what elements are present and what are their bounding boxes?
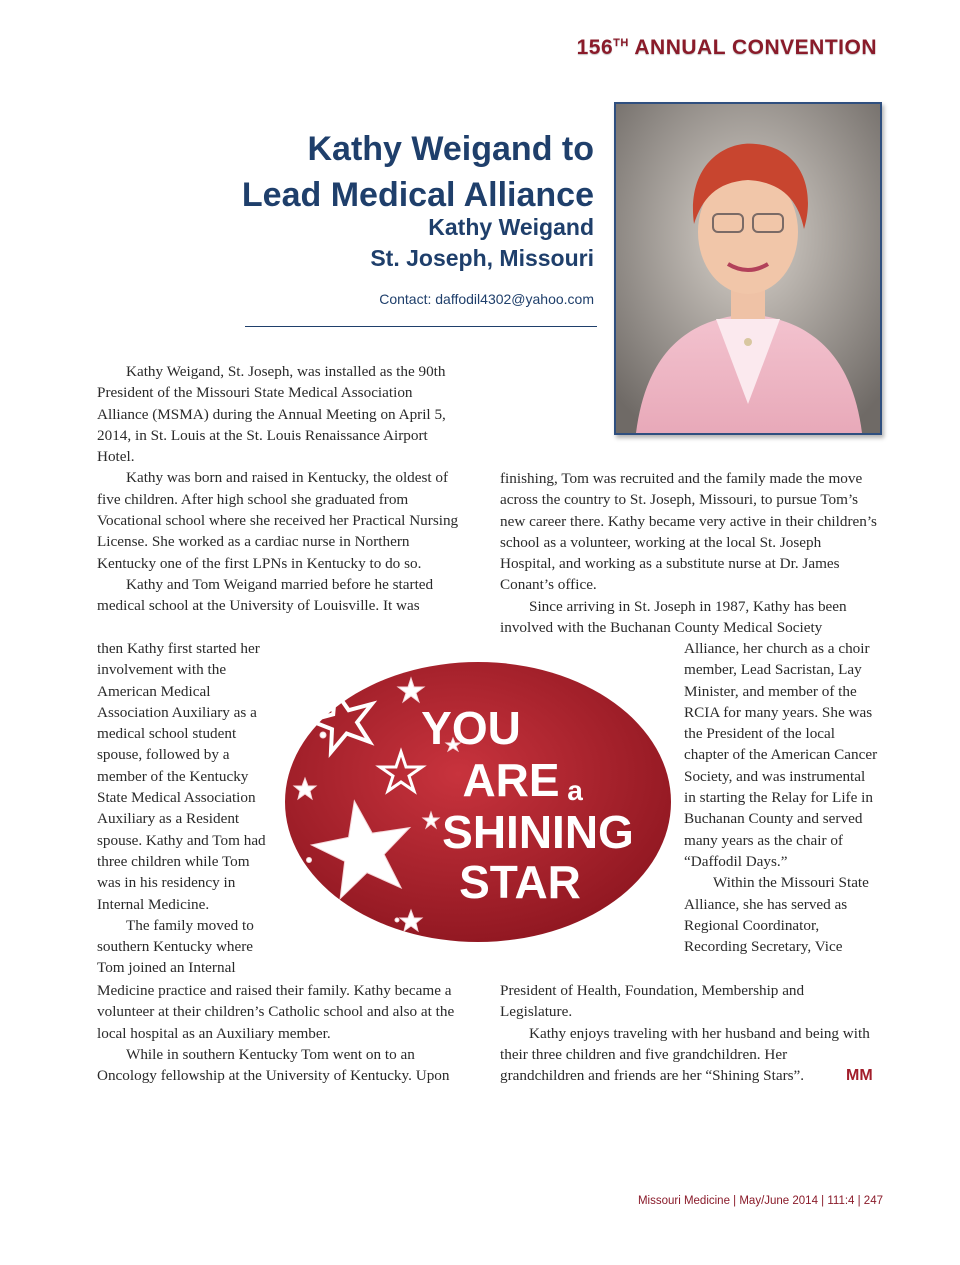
body-column-left-narrow (97, 638, 272, 979)
author-location: St. Joseph, Missouri (370, 245, 594, 271)
badge-text-line-2: ARE (462, 754, 560, 806)
author-photo (614, 102, 882, 435)
body-column-right-narrow (684, 638, 880, 957)
article-title (230, 126, 594, 218)
convention-header (577, 36, 877, 60)
badge-text-line-3: SHINING (442, 806, 634, 858)
body-column-left-bottom (97, 980, 467, 1086)
badge-text-line-4: STAR (459, 856, 581, 908)
badge-text-line-2-a: a (567, 775, 583, 806)
paragraph: Medicine practice and raised their family. Kathy became a volunteer at their children’s Catholic school and also at the local hospital as an Auxiliary member. (97, 982, 455, 1042)
page-footer: Missouri Medicine | May/June 2014 | 111:4 | 247 (637, 1195, 883, 1207)
paragraph: then Kathy first started her involvement with the American Medical Association Auxiliary as a medical school student spouse, followed by a member of the Kentucky State Medical Association Auxiliary as a Resident spouse. Kathy and Tom had three children while Tom was in his residency in Internal Medicine. (97, 640, 266, 913)
paragraph: Alliance, her church as a choir member, Lead Sacristan, Lay Minister, and member of the RCIA for many years. She was the President of the local chapter of the American Cancer Society, and was instrumental in starting the Relay for Life in Buchanan County and served many years as the chair of “Daffodil Days.” (684, 640, 878, 870)
badge-text-line-1: YOU (421, 702, 521, 754)
author-name: Kathy Weigand (428, 214, 594, 240)
paragraph: finishing, Tom was recruited and the family made the move across the country to St. Joseph, Missouri, to pursue Tom’s new career there. Kathy became very active in their children’s school as a volunteer, working at the local St. Joseph Hospital, and working as a substitute nurse at Dr. James Conant’s office. (500, 470, 877, 594)
author-block (300, 212, 594, 274)
paragraph: Since arriving in St. Joseph in 1987, Kathy has been involved with the Buchanan County Medical Society (500, 597, 847, 637)
paragraph: Within the Missouri State Alliance, she has served as Regional Coordinator, Recording Secretary, Vice (684, 874, 869, 956)
title-line-1: Kathy Weigand to (307, 130, 594, 168)
contact-email: Contact: daffodil4302@yahoo.com (379, 291, 594, 307)
convention-number: 156 (576, 36, 614, 59)
title-line-2: Lead Medical Alliance (241, 176, 594, 214)
body-column-right-bottom (500, 980, 870, 1086)
paragraph: While in southern Kentucky Tom went on to an Oncology fellowship at the University of Kentucky. Upon (97, 1045, 450, 1085)
paragraph: The family moved to southern Kentucky where Tom joined an Internal (97, 916, 254, 977)
title-divider (245, 326, 597, 327)
portrait-illustration (616, 104, 880, 433)
shining-star-badge (283, 660, 673, 945)
paragraph: Kathy enjoys traveling with her husband and being with their three children and five grandchildren. Her grandchildren and friends are her “Shining Stars”. (500, 1024, 870, 1085)
body-column-left-top (97, 361, 462, 617)
convention-superscript: TH (613, 37, 629, 49)
paragraph: Kathy was born and raised in Kentucky, the oldest of five children. After high school she graduated from Vocational school where she received her Practical Nursing License. She worked as a cardiac nurse in Northern Kentucky one of the first LPNs in Kentucky to do so. (97, 469, 459, 572)
body-column-right-top (500, 468, 878, 638)
convention-text: ANNUAL CONVENTION (634, 36, 877, 59)
badge-graphic (283, 660, 673, 945)
paragraph: President of Health, Foundation, Membership and Legislature. (500, 982, 805, 1021)
paragraph: Kathy and Tom Weigand married before he started medical school at the University of Louisville. It was (97, 575, 434, 615)
paragraph: Kathy Weigand, St. Joseph, was installed as the 90th President of the Missouri State Medical Association Alliance (MSMA) during the Annual Meeting on April 5, 2014, in St. Louis at the St. Louis Renaissance Airport Hotel. (97, 363, 446, 466)
end-mark: MM (846, 1067, 873, 1084)
